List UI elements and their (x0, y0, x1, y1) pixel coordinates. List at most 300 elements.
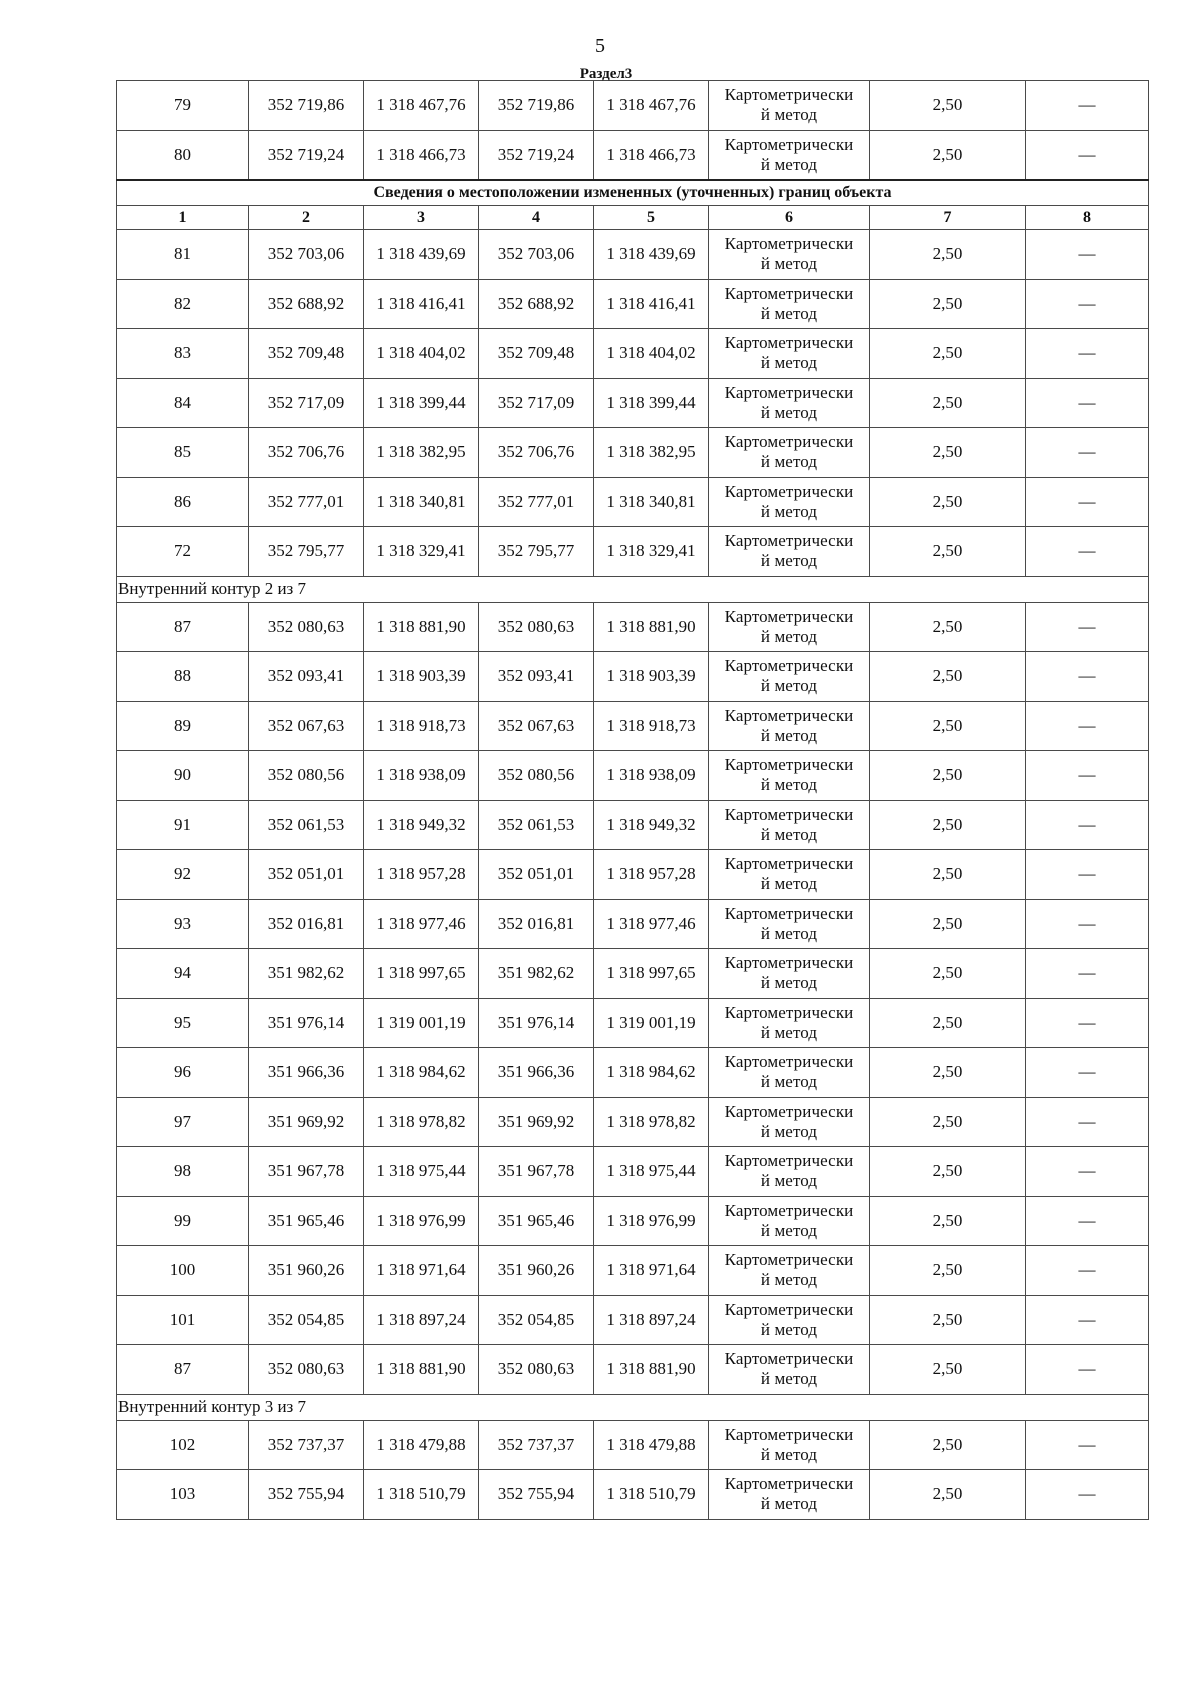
method-line-1: Картометрически (724, 481, 854, 501)
column-number: 1 (117, 206, 249, 230)
method-line-1: Картометрически (724, 755, 854, 775)
column-numbers-row (117, 206, 1149, 230)
point-number-cell: 102 (117, 1420, 249, 1470)
accuracy-cell: 2,50 (870, 1295, 1026, 1345)
x-refined-cell: 352 093,41 (479, 652, 594, 702)
method-cell (709, 652, 870, 702)
y-existing-cell: 1 318 897,24 (364, 1295, 479, 1345)
description-cell: — (1026, 701, 1149, 751)
description-cell: — (1026, 850, 1149, 900)
y-existing-cell: 1 318 881,90 (364, 602, 479, 652)
y-existing-cell: 1 318 903,39 (364, 652, 479, 702)
method-line-2: й метод (760, 452, 818, 472)
point-number-cell: 89 (117, 701, 249, 751)
accuracy-cell: 2,50 (870, 751, 1026, 801)
y-refined-cell: 1 318 984,62 (594, 1048, 709, 1098)
x-existing-cell: 352 067,63 (249, 701, 364, 751)
x-existing-cell: 352 688,92 (249, 279, 364, 329)
y-existing-cell: 1 318 466,73 (364, 130, 479, 180)
y-existing-cell: 1 318 399,44 (364, 378, 479, 428)
description-cell: — (1026, 1470, 1149, 1520)
description-cell: — (1026, 652, 1149, 702)
x-existing-cell: 352 080,56 (249, 751, 364, 801)
method-line-1: Картометрически (724, 903, 854, 923)
method-line-1: Картометрически (724, 283, 854, 303)
y-refined-cell: 1 318 510,79 (594, 1470, 709, 1520)
method-cell (709, 378, 870, 428)
y-existing-cell: 1 318 938,09 (364, 751, 479, 801)
table-row (117, 1470, 1149, 1520)
boundary-points-table (116, 80, 1149, 1520)
x-refined-cell: 352 051,01 (479, 850, 594, 900)
description-cell: — (1026, 279, 1149, 329)
point-number-cell: 81 (117, 230, 249, 280)
method-cell (709, 949, 870, 999)
y-existing-cell: 1 318 416,41 (364, 279, 479, 329)
accuracy-cell: 2,50 (870, 850, 1026, 900)
method-cell (709, 1147, 870, 1197)
x-refined-cell: 352 016,81 (479, 899, 594, 949)
point-number-cell: 80 (117, 130, 249, 180)
description-cell: — (1026, 1345, 1149, 1395)
table-row (117, 1048, 1149, 1098)
x-existing-cell: 352 719,24 (249, 130, 364, 180)
method-line-2: й метод (760, 923, 818, 943)
x-refined-cell: 352 061,53 (479, 800, 594, 850)
accuracy-cell: 2,50 (870, 1470, 1026, 1520)
description-cell: — (1026, 378, 1149, 428)
method-line-2: й метод (760, 154, 818, 174)
method-line-1: Картометрически (724, 1299, 854, 1319)
table-row (117, 850, 1149, 900)
point-number-cell: 92 (117, 850, 249, 900)
y-refined-cell: 1 318 997,65 (594, 949, 709, 999)
description-cell: — (1026, 477, 1149, 527)
x-existing-cell: 352 080,63 (249, 1345, 364, 1395)
description-cell: — (1026, 1196, 1149, 1246)
method-line-1: Картометрически (724, 234, 854, 254)
y-refined-cell: 1 318 404,02 (594, 329, 709, 379)
method-line-2: й метод (760, 303, 818, 323)
description-cell: — (1026, 998, 1149, 1048)
method-line-1: Картометрически (724, 606, 854, 626)
method-line-1: Картометрически (724, 1052, 854, 1072)
point-number-cell: 90 (117, 751, 249, 801)
accuracy-cell: 2,50 (870, 1048, 1026, 1098)
y-existing-cell: 1 318 329,41 (364, 527, 479, 577)
x-existing-cell: 351 960,26 (249, 1246, 364, 1296)
method-line-1: Картометрически (724, 1002, 854, 1022)
y-existing-cell: 1 318 467,76 (364, 81, 479, 131)
method-cell (709, 1345, 870, 1395)
table-row (117, 130, 1149, 180)
x-existing-cell: 352 737,37 (249, 1420, 364, 1470)
point-number-cell: 93 (117, 899, 249, 949)
accuracy-cell: 2,50 (870, 899, 1026, 949)
x-existing-cell: 351 982,62 (249, 949, 364, 999)
point-number-cell: 95 (117, 998, 249, 1048)
y-existing-cell: 1 318 997,65 (364, 949, 479, 999)
point-number-cell: 98 (117, 1147, 249, 1197)
x-existing-cell: 352 703,06 (249, 230, 364, 280)
method-line-1: Картометрически (724, 134, 854, 154)
method-cell (709, 81, 870, 131)
x-refined-cell: 352 688,92 (479, 279, 594, 329)
x-refined-cell: 352 067,63 (479, 701, 594, 751)
method-cell (709, 428, 870, 478)
x-refined-cell: 352 777,01 (479, 477, 594, 527)
method-cell (709, 1048, 870, 1098)
method-line-1: Картометрически (724, 382, 854, 402)
description-cell: — (1026, 800, 1149, 850)
method-line-2: й метод (760, 1444, 818, 1464)
description-cell: — (1026, 130, 1149, 180)
section-title: Раздел3 (579, 66, 633, 82)
y-refined-cell: 1 318 949,32 (594, 800, 709, 850)
y-existing-cell: 1 319 001,19 (364, 998, 479, 1048)
method-cell (709, 1420, 870, 1470)
accuracy-cell: 2,50 (870, 428, 1026, 478)
table-row (117, 477, 1149, 527)
method-line-2: й метод (760, 1369, 818, 1389)
point-number-cell: 87 (117, 602, 249, 652)
accuracy-cell: 2,50 (870, 1097, 1026, 1147)
description-cell: — (1026, 329, 1149, 379)
accuracy-cell: 2,50 (870, 652, 1026, 702)
x-existing-cell: 352 719,86 (249, 81, 364, 131)
column-number: 2 (249, 206, 364, 230)
y-refined-cell: 1 318 957,28 (594, 850, 709, 900)
accuracy-cell: 2,50 (870, 701, 1026, 751)
table-row (117, 230, 1149, 280)
method-line-2: й метод (760, 402, 818, 422)
x-existing-cell: 351 965,46 (249, 1196, 364, 1246)
method-line-1: Картометрически (724, 705, 854, 725)
table-row (117, 998, 1149, 1048)
y-refined-cell: 1 318 918,73 (594, 701, 709, 751)
point-number-cell: 91 (117, 800, 249, 850)
table-row (117, 527, 1149, 577)
y-existing-cell: 1 318 510,79 (364, 1470, 479, 1520)
table-row (117, 1246, 1149, 1296)
x-existing-cell: 352 054,85 (249, 1295, 364, 1345)
x-existing-cell: 352 717,09 (249, 378, 364, 428)
point-number-cell: 94 (117, 949, 249, 999)
description-cell: — (1026, 899, 1149, 949)
point-number-cell: 97 (117, 1097, 249, 1147)
method-cell (709, 899, 870, 949)
method-line-1: Картометрически (724, 1101, 854, 1121)
x-refined-cell: 352 719,86 (479, 81, 594, 131)
y-existing-cell: 1 318 976,99 (364, 1196, 479, 1246)
method-cell (709, 850, 870, 900)
method-cell (709, 701, 870, 751)
x-refined-cell: 351 965,46 (479, 1196, 594, 1246)
contour-label: Внутренний контур 3 из 7 (117, 1394, 1149, 1420)
x-existing-cell: 352 755,94 (249, 1470, 364, 1520)
accuracy-cell: 2,50 (870, 329, 1026, 379)
x-existing-cell: 352 093,41 (249, 652, 364, 702)
description-cell: — (1026, 1420, 1149, 1470)
accuracy-cell: 2,50 (870, 602, 1026, 652)
method-line-2: й метод (760, 1171, 818, 1191)
point-number-cell: 88 (117, 652, 249, 702)
y-refined-cell: 1 318 467,76 (594, 81, 709, 131)
point-number-cell: 100 (117, 1246, 249, 1296)
column-number: 4 (479, 206, 594, 230)
point-number-cell: 85 (117, 428, 249, 478)
method-line-2: й метод (760, 1121, 818, 1141)
method-line-2: й метод (760, 105, 818, 125)
y-refined-cell: 1 318 976,99 (594, 1196, 709, 1246)
point-number-cell: 103 (117, 1470, 249, 1520)
x-refined-cell: 352 755,94 (479, 1470, 594, 1520)
x-existing-cell: 352 777,01 (249, 477, 364, 527)
description-cell: — (1026, 949, 1149, 999)
accuracy-cell: 2,50 (870, 378, 1026, 428)
point-number-cell: 79 (117, 81, 249, 131)
method-cell (709, 329, 870, 379)
method-cell (709, 1295, 870, 1345)
point-number-cell: 82 (117, 279, 249, 329)
method-line-1: Картометрически (724, 953, 854, 973)
method-cell (709, 1470, 870, 1520)
method-line-2: й метод (760, 1072, 818, 1092)
method-cell (709, 477, 870, 527)
x-refined-cell: 351 960,26 (479, 1246, 594, 1296)
column-number: 3 (364, 206, 479, 230)
method-line-1: Картометрически (724, 1151, 854, 1171)
method-line-1: Картометрически (724, 854, 854, 874)
y-existing-cell: 1 318 340,81 (364, 477, 479, 527)
method-cell (709, 1246, 870, 1296)
table-row (117, 1420, 1149, 1470)
method-line-2: й метод (760, 824, 818, 844)
description-cell: — (1026, 81, 1149, 131)
point-number-cell: 87 (117, 1345, 249, 1395)
table-row (117, 949, 1149, 999)
method-line-1: Картометрически (724, 432, 854, 452)
y-refined-cell: 1 318 881,90 (594, 1345, 709, 1395)
method-cell (709, 130, 870, 180)
point-number-cell: 72 (117, 527, 249, 577)
description-cell: — (1026, 428, 1149, 478)
y-existing-cell: 1 318 977,46 (364, 899, 479, 949)
y-refined-cell: 1 318 479,88 (594, 1420, 709, 1470)
method-line-2: й метод (760, 725, 818, 745)
y-refined-cell: 1 318 903,39 (594, 652, 709, 702)
method-line-2: й метод (760, 1270, 818, 1290)
x-refined-cell: 352 703,06 (479, 230, 594, 280)
method-cell (709, 1196, 870, 1246)
description-cell: — (1026, 527, 1149, 577)
accuracy-cell: 2,50 (870, 949, 1026, 999)
y-refined-cell: 1 318 466,73 (594, 130, 709, 180)
x-refined-cell: 352 706,76 (479, 428, 594, 478)
point-number-cell: 86 (117, 477, 249, 527)
method-line-2: й метод (760, 254, 818, 274)
accuracy-cell: 2,50 (870, 1147, 1026, 1197)
method-line-1: Картометрически (724, 1424, 854, 1444)
accuracy-cell: 2,50 (870, 230, 1026, 280)
x-refined-cell: 352 795,77 (479, 527, 594, 577)
method-line-2: й метод (760, 775, 818, 795)
y-existing-cell: 1 318 382,95 (364, 428, 479, 478)
method-line-1: Картометрически (724, 333, 854, 353)
accuracy-cell: 2,50 (870, 998, 1026, 1048)
x-existing-cell: 352 061,53 (249, 800, 364, 850)
method-line-2: й метод (760, 973, 818, 993)
description-cell: — (1026, 1295, 1149, 1345)
method-line-2: й метод (760, 1494, 818, 1514)
contour-label-row (117, 1394, 1149, 1420)
method-line-2: й метод (760, 626, 818, 646)
accuracy-cell: 2,50 (870, 81, 1026, 131)
x-existing-cell: 352 051,01 (249, 850, 364, 900)
description-cell: — (1026, 751, 1149, 801)
accuracy-cell: 2,50 (870, 1345, 1026, 1395)
y-existing-cell: 1 318 918,73 (364, 701, 479, 751)
y-refined-cell: 1 318 382,95 (594, 428, 709, 478)
x-refined-cell: 351 967,78 (479, 1147, 594, 1197)
method-line-1: Картометрически (724, 531, 854, 551)
x-refined-cell: 352 717,09 (479, 378, 594, 428)
y-existing-cell: 1 318 975,44 (364, 1147, 479, 1197)
description-cell: — (1026, 1246, 1149, 1296)
table-row (117, 1147, 1149, 1197)
table-row (117, 428, 1149, 478)
y-existing-cell: 1 318 881,90 (364, 1345, 479, 1395)
point-number-cell: 99 (117, 1196, 249, 1246)
x-existing-cell: 352 795,77 (249, 527, 364, 577)
y-refined-cell: 1 318 938,09 (594, 751, 709, 801)
description-cell: — (1026, 1147, 1149, 1197)
x-existing-cell: 352 706,76 (249, 428, 364, 478)
table-row (117, 1097, 1149, 1147)
column-number: 5 (594, 206, 709, 230)
method-cell (709, 279, 870, 329)
method-cell (709, 230, 870, 280)
accuracy-cell: 2,50 (870, 1246, 1026, 1296)
y-existing-cell: 1 318 479,88 (364, 1420, 479, 1470)
y-refined-cell: 1 318 978,82 (594, 1097, 709, 1147)
y-existing-cell: 1 318 949,32 (364, 800, 479, 850)
description-cell: — (1026, 1048, 1149, 1098)
accuracy-cell: 2,50 (870, 1196, 1026, 1246)
method-cell (709, 602, 870, 652)
accuracy-cell: 2,50 (870, 279, 1026, 329)
x-refined-cell: 352 080,63 (479, 1345, 594, 1395)
column-number: 8 (1026, 206, 1149, 230)
page-number: 5 (595, 35, 605, 57)
method-line-1: Картометрически (724, 656, 854, 676)
y-refined-cell: 1 318 340,81 (594, 477, 709, 527)
x-refined-cell: 352 080,63 (479, 602, 594, 652)
y-existing-cell: 1 318 984,62 (364, 1048, 479, 1098)
y-existing-cell: 1 318 978,82 (364, 1097, 479, 1147)
method-line-1: Картометрически (724, 1250, 854, 1270)
description-cell: — (1026, 602, 1149, 652)
method-line-2: й метод (760, 1022, 818, 1042)
accuracy-cell: 2,50 (870, 477, 1026, 527)
accuracy-cell: 2,50 (870, 130, 1026, 180)
table-row (117, 652, 1149, 702)
x-existing-cell: 352 080,63 (249, 602, 364, 652)
y-refined-cell: 1 319 001,19 (594, 998, 709, 1048)
x-existing-cell: 351 966,36 (249, 1048, 364, 1098)
contour-label: Внутренний контур 2 из 7 (117, 576, 1149, 602)
method-line-1: Картометрически (724, 85, 854, 105)
y-refined-cell: 1 318 971,64 (594, 1246, 709, 1296)
method-cell (709, 1097, 870, 1147)
x-refined-cell: 351 976,14 (479, 998, 594, 1048)
table-row (117, 1295, 1149, 1345)
y-refined-cell: 1 318 897,24 (594, 1295, 709, 1345)
y-existing-cell: 1 318 957,28 (364, 850, 479, 900)
x-existing-cell: 351 969,92 (249, 1097, 364, 1147)
table-row (117, 899, 1149, 949)
x-refined-cell: 351 982,62 (479, 949, 594, 999)
x-existing-cell: 351 967,78 (249, 1147, 364, 1197)
method-line-1: Картометрически (724, 1200, 854, 1220)
y-existing-cell: 1 318 971,64 (364, 1246, 479, 1296)
method-line-2: й метод (760, 501, 818, 521)
method-line-2: й метод (760, 1319, 818, 1339)
method-line-2: й метод (760, 874, 818, 894)
contour-label-row (117, 576, 1149, 602)
method-line-1: Картометрически (724, 1349, 854, 1369)
point-number-cell: 84 (117, 378, 249, 428)
method-line-2: й метод (760, 1220, 818, 1240)
method-cell (709, 527, 870, 577)
accuracy-cell: 2,50 (870, 1420, 1026, 1470)
x-refined-cell: 352 737,37 (479, 1420, 594, 1470)
table-row (117, 701, 1149, 751)
table-row (117, 81, 1149, 131)
description-cell: — (1026, 1097, 1149, 1147)
x-refined-cell: 352 719,24 (479, 130, 594, 180)
y-refined-cell: 1 318 975,44 (594, 1147, 709, 1197)
method-line-1: Картометрически (724, 804, 854, 824)
accuracy-cell: 2,50 (870, 527, 1026, 577)
table-caption: Сведения о местоположении измененных (уточненных) границ объекта (117, 180, 1149, 206)
table-row (117, 378, 1149, 428)
method-line-2: й метод (760, 353, 818, 373)
point-number-cell: 101 (117, 1295, 249, 1345)
x-existing-cell: 351 976,14 (249, 998, 364, 1048)
table-row (117, 751, 1149, 801)
table-row (117, 800, 1149, 850)
x-refined-cell: 352 080,56 (479, 751, 594, 801)
y-refined-cell: 1 318 977,46 (594, 899, 709, 949)
x-refined-cell: 351 966,36 (479, 1048, 594, 1098)
method-line-2: й метод (760, 551, 818, 571)
table-row (117, 279, 1149, 329)
y-refined-cell: 1 318 329,41 (594, 527, 709, 577)
column-number: 7 (870, 206, 1026, 230)
table-row (117, 1196, 1149, 1246)
point-number-cell: 83 (117, 329, 249, 379)
accuracy-cell: 2,50 (870, 800, 1026, 850)
x-refined-cell: 352 709,48 (479, 329, 594, 379)
y-refined-cell: 1 318 881,90 (594, 602, 709, 652)
point-number-cell: 96 (117, 1048, 249, 1098)
method-cell (709, 800, 870, 850)
x-existing-cell: 352 709,48 (249, 329, 364, 379)
y-refined-cell: 1 318 416,41 (594, 279, 709, 329)
y-existing-cell: 1 318 404,02 (364, 329, 479, 379)
method-line-2: й метод (760, 676, 818, 696)
